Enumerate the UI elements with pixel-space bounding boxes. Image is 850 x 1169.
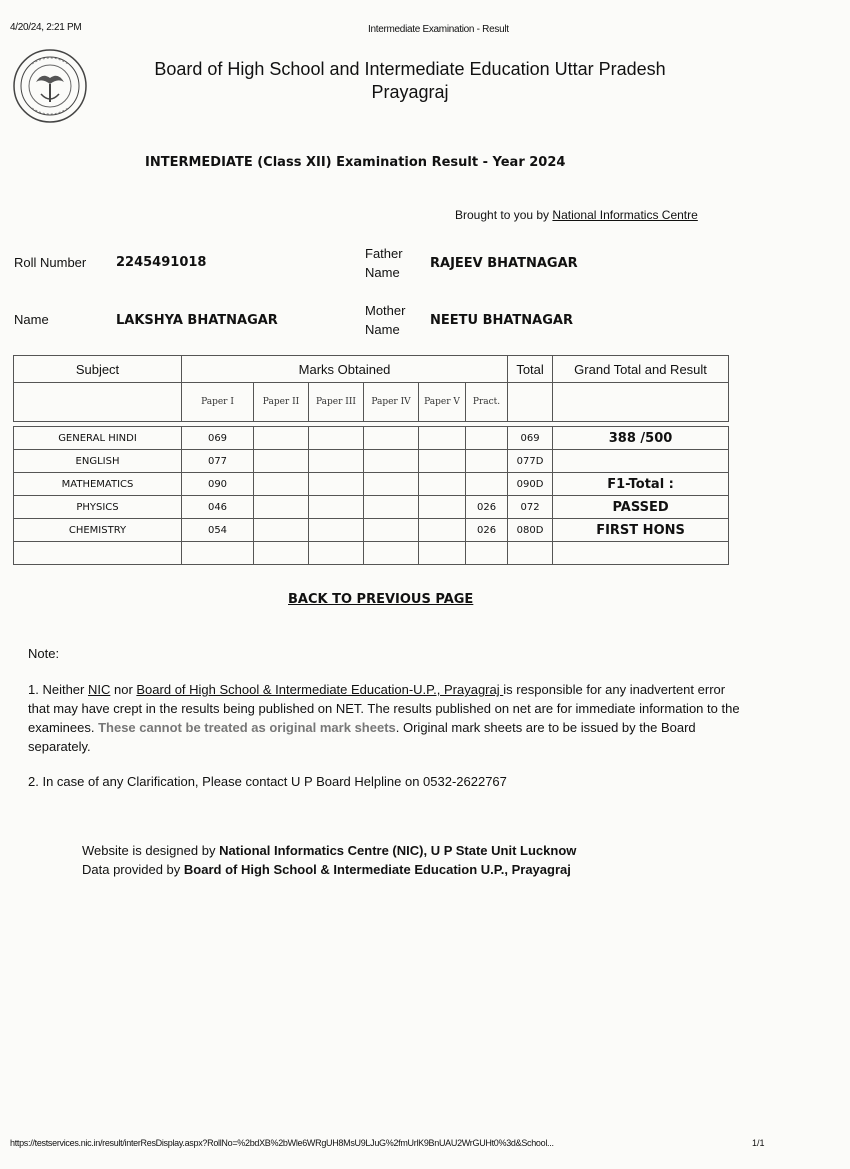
roll-number-label: Roll Number <box>14 255 87 270</box>
father-label-line1: Father <box>365 246 403 261</box>
total-cell: 069 <box>508 427 553 450</box>
name-value: LAKSHYA BHATNAGAR <box>116 313 278 328</box>
mother-name-value: NEETU BHATNAGAR <box>430 313 573 328</box>
footer-nic: National Informatics Centre (NIC), U P State Unit Lucknow <box>219 843 577 858</box>
paper2-cell <box>254 450 309 473</box>
name-label: Name <box>14 312 49 327</box>
paper3-cell <box>309 519 364 542</box>
paper1-cell: 046 <box>182 496 254 519</box>
footer-data-provided-by <box>82 862 571 877</box>
header-grand-total: Grand Total and Result <box>553 356 729 383</box>
footer-prefix: Data provided by <box>82 862 184 877</box>
back-to-previous-page-link[interactable]: BACK TO PREVIOUS PAGE <box>288 592 474 607</box>
total-cell: 080D <box>508 519 553 542</box>
brought-by-prefix: Brought to you by <box>455 208 553 222</box>
father-name-label <box>365 244 403 282</box>
practical-cell: 026 <box>466 519 508 542</box>
note-text: . Original mark sheets are to be issued by the Board separately. <box>28 720 696 754</box>
note-title: Note: <box>28 646 60 661</box>
subheader-practical: Pract. <box>466 383 508 422</box>
grand-total-cell: 388 /500 <box>553 427 729 450</box>
up-board-emblem-icon <box>12 48 88 124</box>
total-cell: 090D <box>508 473 553 496</box>
note-text: is responsible for any inadvertent error that may have crept in the results being published on NET. The results published on net are for immediate information to the examinees. <box>28 682 740 735</box>
footer-prefix: Website is designed by <box>82 843 220 858</box>
paper1-cell: 054 <box>182 519 254 542</box>
table-row-empty <box>14 542 729 565</box>
print-page-title: Intermediate Examination - Result <box>368 24 509 35</box>
practical-cell <box>466 473 508 496</box>
paper3-cell <box>309 496 364 519</box>
print-page-number: 1/1 <box>752 1138 765 1148</box>
subject-cell: MATHEMATICS <box>14 473 182 496</box>
total-cell: 077D <box>508 450 553 473</box>
paper5-cell <box>419 450 466 473</box>
table-row <box>14 427 729 450</box>
header-total: Total <box>508 356 553 383</box>
footer-board: Board of High School & Intermediate Education U.P., Prayagraj <box>183 862 571 877</box>
paper4-cell <box>364 473 419 496</box>
subject-cell: CHEMISTRY <box>14 519 182 542</box>
grand-total-cell: FIRST HONS <box>553 519 729 542</box>
paper4-cell <box>364 450 419 473</box>
print-url: https://testservices.nic.in/result/interResDisplay.aspx?RollNo=%2bdXB%2bWle6WRgUH8MsU9LJuG%2fmUrlK9BnUAU2WrGUHt0%3d&School... <box>10 1138 554 1148</box>
subheader-paper-5: Paper V <box>419 383 466 422</box>
subheader-paper-3: Paper III <box>309 383 364 422</box>
board-name-line2: Prayagraj <box>371 82 449 102</box>
board-link-note[interactable]: Board of High School & Intermediate Education-U.P., Prayagraj <box>136 682 504 697</box>
table-subheader-row <box>14 383 729 422</box>
note-text: 1. Neither <box>28 682 88 697</box>
header-marks-obtained: Marks Obtained <box>182 356 508 383</box>
subject-cell: GENERAL HINDI <box>14 427 182 450</box>
paper3-cell <box>309 427 364 450</box>
brought-by <box>455 208 698 222</box>
table-row <box>14 496 729 519</box>
table-header-row <box>14 356 729 383</box>
paper4-cell <box>364 496 419 519</box>
table-row <box>14 450 729 473</box>
paper1-cell: 090 <box>182 473 254 496</box>
roll-number-value: 2245491018 <box>116 255 207 270</box>
note-paragraph-1 <box>28 680 744 756</box>
total-cell: 072 <box>508 496 553 519</box>
practical-cell: 026 <box>466 496 508 519</box>
paper2-cell <box>254 496 309 519</box>
nic-link[interactable]: National Informatics Centre <box>552 208 698 222</box>
subheader-paper-2: Paper II <box>254 383 309 422</box>
grand-total-cell <box>553 450 729 473</box>
paper2-cell <box>254 427 309 450</box>
mother-name-label <box>365 301 405 339</box>
paper5-cell <box>419 496 466 519</box>
note-paragraph-2: 2. In case of any Clarification, Please contact U P Board Helpline on 0532-2622767 <box>28 774 507 789</box>
grand-total-cell: F1-Total : <box>553 473 729 496</box>
paper4-cell <box>364 427 419 450</box>
paper5-cell <box>419 519 466 542</box>
mother-label-line2: Name <box>365 322 400 337</box>
practical-cell <box>466 427 508 450</box>
father-label-line2: Name <box>365 265 400 280</box>
practical-cell <box>466 450 508 473</box>
table-row <box>14 519 729 542</box>
footer-designed-by <box>82 843 576 858</box>
paper2-cell <box>254 519 309 542</box>
subheader-paper-4: Paper IV <box>364 383 419 422</box>
print-datetime: 4/20/24, 2:21 PM <box>10 22 82 33</box>
nic-link-note[interactable]: NIC <box>87 682 111 697</box>
paper3-cell <box>309 473 364 496</box>
mother-label-line1: Mother <box>365 303 406 318</box>
header-subject: Subject <box>14 356 182 383</box>
grand-total-cell: PASSED <box>553 496 729 519</box>
father-name-value: RAJEEV BHATNAGAR <box>430 256 578 271</box>
subject-cell: ENGLISH <box>14 450 182 473</box>
subheader-paper-1: Paper I <box>182 383 254 422</box>
result-table <box>13 355 729 565</box>
table-row <box>14 473 729 496</box>
paper3-cell <box>309 450 364 473</box>
note-text: nor <box>110 682 137 697</box>
paper1-cell: 069 <box>182 427 254 450</box>
paper4-cell <box>364 519 419 542</box>
board-name-line1: Board of High School and Intermediate Education Uttar Pradesh <box>154 59 666 79</box>
paper1-cell: 077 <box>182 450 254 473</box>
paper2-cell <box>254 473 309 496</box>
paper5-cell <box>419 427 466 450</box>
exam-title: INTERMEDIATE (Class XII) Examination Result - Year 2024 <box>145 155 566 170</box>
note-warning: These cannot be treated as original mark sheets <box>98 720 396 735</box>
board-name <box>120 58 700 104</box>
paper5-cell <box>419 473 466 496</box>
subject-cell: PHYSICS <box>14 496 182 519</box>
